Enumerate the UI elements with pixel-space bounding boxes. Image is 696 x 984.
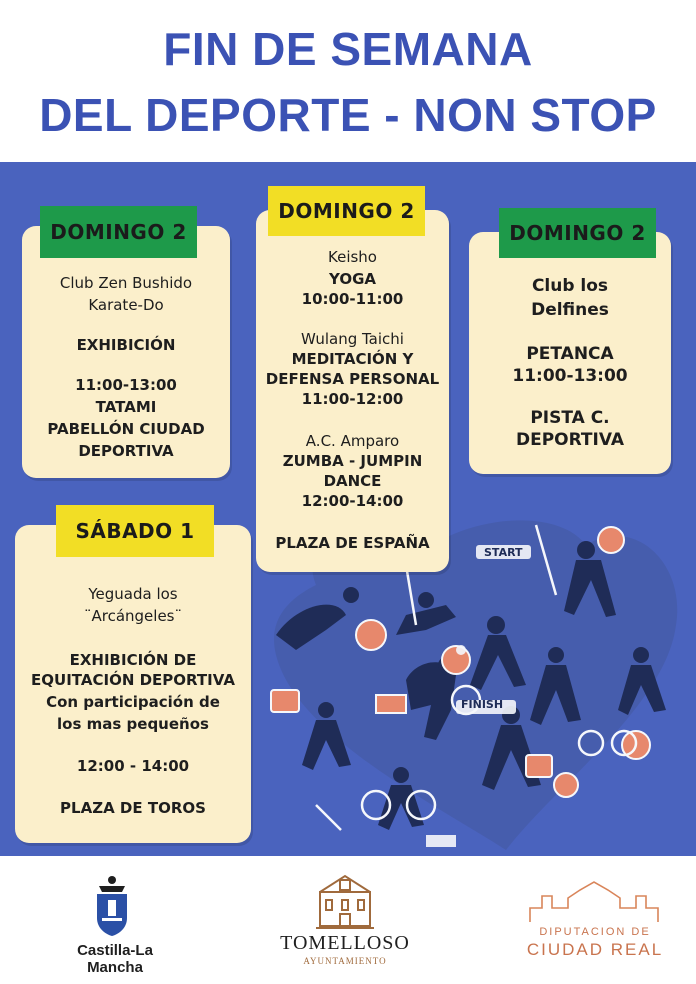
card-line: ¨Arcángeles¨ [83,607,182,625]
card-line: DEPORTIVA [515,430,625,450]
card-line: Club los [531,276,609,296]
card-line: Con participación de [46,693,220,711]
day-tag-sabado: SÁBADO 1 [56,505,214,557]
card-line: Club Zen Bushido [59,274,193,292]
card-line: 12:00 - 14:00 [76,757,190,775]
header [0,0,696,162]
card-line: 11:00-13:00 [512,366,628,386]
card-line: Yeguada los [88,585,178,603]
day-tag-domingo-left: DOMINGO 2 [40,206,197,258]
day-tag-domingo-right: DOMINGO 2 [499,208,656,258]
card-line: DEPORTIVA [78,442,174,460]
card-line: A.C. Amparo [305,432,400,450]
tomelloso-name: TOMELLOSO [280,932,410,954]
tomelloso-townhall-icon [312,870,378,930]
card-line: 11:00-12:00 [301,390,404,408]
title-line-1: FIN DE SEMANA [163,23,533,75]
diputacion-building-icon [528,878,660,924]
card-line: Wulang Taichi [301,330,404,348]
footer-logos [0,856,696,984]
card-line: Delfines [531,300,609,320]
diputacion-line-1: DIPUTACION DE [539,926,651,938]
card-domingo-petanca [469,232,671,474]
card-line: Karate-Do [88,296,164,314]
card-line: PETANCA [526,344,614,364]
castilla-la-mancha-crest-icon [91,874,133,938]
card-line: DEFENSA PERSONAL [265,370,440,388]
card-line: MEDITACIÓN Y [291,350,414,368]
card-line: 11:00-13:00 [75,376,177,394]
svg-text:FINISH: FINISH [461,698,504,711]
card-domingo-karate [22,226,230,478]
diputacion-line-2: CIUDAD REAL [526,940,664,959]
card-line: Keisho [328,248,377,266]
card-line: 12:00-14:00 [301,492,404,510]
castilla-la-mancha-label: Castilla-La Mancha [77,942,153,976]
card-line: PLAZA DE TOROS [60,799,206,817]
card-line: 10:00-11:00 [301,290,404,308]
card-line: ZUMBA - JUMPIN [282,452,423,470]
card-line: EQUITACIÓN DEPORTIVA [31,671,235,689]
card-line: PISTA C. [530,408,610,428]
card-line: EXHIBICIÓN [76,336,176,354]
card-line: PABELLÓN CIUDAD [47,420,205,438]
title-line-2: DEL DEPORTE - NON STOP [39,89,657,141]
card-line: PLAZA DE ESPAÑA [275,534,430,552]
day-tag-domingo-center: DOMINGO 2 [268,186,425,236]
card-domingo-yoga [256,210,449,572]
card-line: los mas pequeños [57,715,209,733]
tomelloso-subtitle: AYUNTAMIENTO [303,956,387,966]
card-line: YOGA [329,270,376,288]
card-sabado-equitacion [15,525,251,843]
card-line: DANCE [323,472,382,490]
card-line: EXHIBICIÓN DE [69,651,197,669]
card-line: TATAMI [95,398,157,416]
svg-text:START: START [484,546,523,559]
